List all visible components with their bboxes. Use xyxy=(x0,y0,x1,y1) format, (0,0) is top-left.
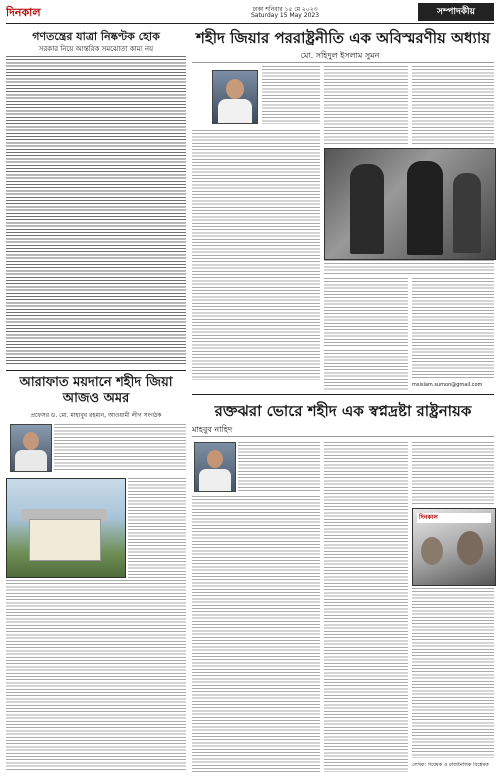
bottom-body-col3 xyxy=(412,588,494,758)
editorial-title: গণতন্ত্রের যাত্রা নিষ্কণ্টক হোক xyxy=(32,30,160,42)
main-body-col3 xyxy=(412,278,494,378)
main-body-col1 xyxy=(192,130,320,380)
bottom-body-col3-top xyxy=(412,442,494,504)
editorial-subtitle: সরকার নিয়ে আন্তরিক সমঝোতা কাম্য নয় xyxy=(38,45,154,53)
bottom-body-col1-top xyxy=(238,442,320,492)
main-headline: শহীদ জিয়ার পররাষ্ট্রনীতি এক অবিস্মরণীয় অধ্যায় xyxy=(195,29,491,47)
left-body-side xyxy=(128,478,186,578)
header-rule xyxy=(6,23,494,24)
main-body-col2-top xyxy=(324,66,408,144)
historic-photo xyxy=(324,148,496,260)
bottom-byline: মাহবুব নাহিদ xyxy=(192,425,233,434)
main-email: msislam.sumon@gmail.com xyxy=(412,382,483,388)
divider xyxy=(192,62,494,63)
editorial-body xyxy=(6,56,186,366)
main-body-col2-bottom xyxy=(324,350,408,390)
author-photo xyxy=(212,70,258,124)
main-body-col2 xyxy=(324,278,408,348)
bottom-body-col1 xyxy=(192,496,320,772)
bottom-author-note: লেখক: গবেষক ও রাজনৈতিক বিশ্লেষক xyxy=(412,762,489,768)
photo-caption xyxy=(324,260,494,274)
main-body-col3-top xyxy=(412,66,494,144)
divider xyxy=(6,370,186,371)
dateline-english: Saturday 15 May 2023 xyxy=(250,12,320,19)
main-body-col1-top xyxy=(262,66,320,124)
section-badge: সম্পাদকীয় xyxy=(418,3,494,21)
left-body-top xyxy=(54,424,186,472)
dateline: ঢাকা শনিবার ১৫ মে ২০২৩ xyxy=(252,6,318,13)
left-byline: প্রফেসর ড. মো. মাহাবুব রহমান, আওয়ামী লীগ সংগঠক xyxy=(30,412,162,419)
bottom-body-col2 xyxy=(324,442,408,772)
bottom-author-photo xyxy=(194,442,236,492)
divider xyxy=(192,436,494,437)
clipping-masthead: দিনকাল xyxy=(417,513,491,523)
building-photo xyxy=(6,478,126,578)
divider xyxy=(192,394,494,395)
left-body-bottom xyxy=(6,580,186,772)
main-byline: মো. সহিদুল ইসলাম সুমন xyxy=(300,51,380,60)
bottom-headline: রক্তঝরা ভোরে শহীদ এক স্বপ্নদ্রষ্টা রাষ্ট্রনায়ক xyxy=(214,402,472,420)
left-headline: আরাফাত ময়দানে শহীদ জিয়া আজও অমর xyxy=(19,375,173,406)
newspaper-logo: দিনকাল xyxy=(6,6,41,19)
left-author-photo xyxy=(10,424,52,472)
newspaper-clipping-photo xyxy=(412,508,496,586)
